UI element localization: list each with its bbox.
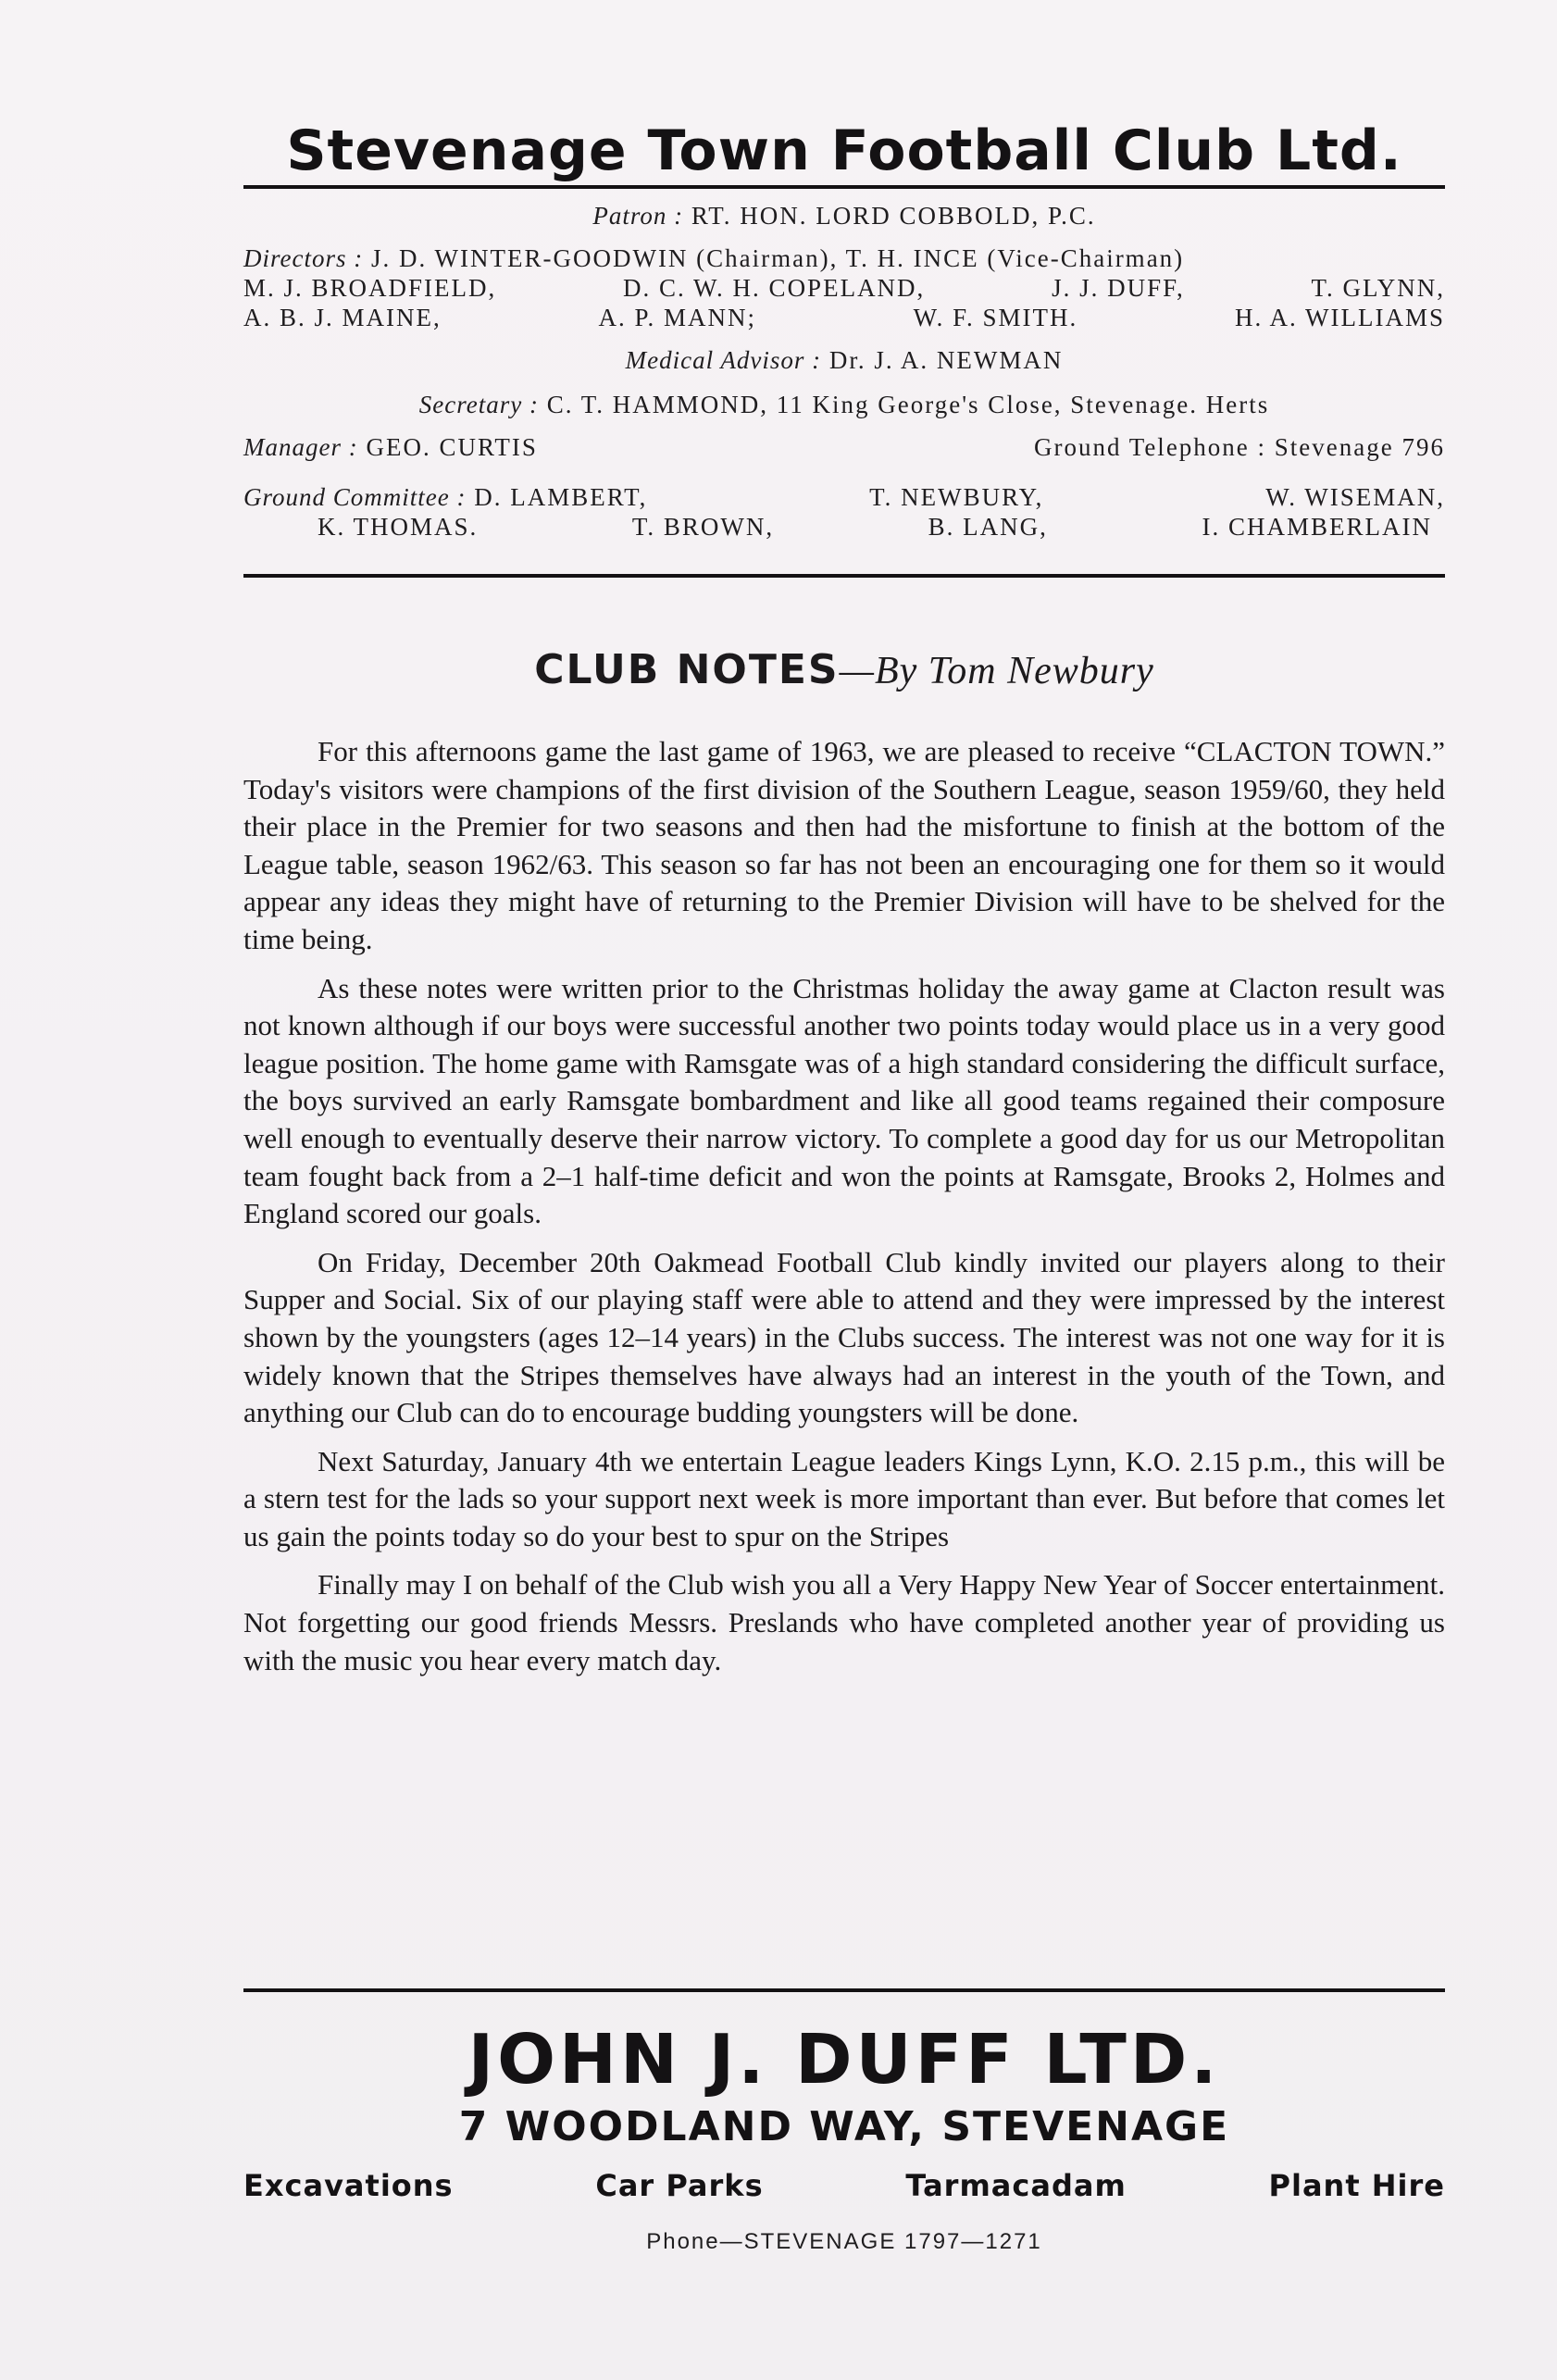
- committee-line-1: [243, 483, 1445, 512]
- director-name: D. C. W. H. COPELAND,: [623, 274, 926, 302]
- club-notes-title: CLUB NOTES: [534, 646, 840, 693]
- advert-phone: Phone—STEVENAGE 1797—1271: [646, 2229, 1042, 2254]
- section-divider: [243, 574, 1445, 578]
- club-notes-byline: —By Tom Newbury: [839, 650, 1154, 692]
- committee-name: D. LAMBERT,: [474, 483, 648, 511]
- advert-service: Tarmacadam: [905, 2168, 1127, 2203]
- advert-services: [243, 2168, 1445, 2203]
- committee-name: K. THOMAS.: [318, 513, 479, 541]
- medical-name: Dr. J. A. NEWMAN: [828, 346, 1064, 374]
- committee-label: Ground Committee :: [243, 483, 467, 511]
- advert-service: Car Parks: [595, 2168, 764, 2203]
- patron-label: Patron :: [592, 202, 684, 230]
- notes-paragraph: Finally may I on behalf of the Club wish you all a Very Happy New Year of Soccer entertainment. Not forgetting our good friends Messrs. Preslands who have completed another year of providing us with the music you hear every match day.: [243, 1568, 1445, 1676]
- medical-line: [243, 346, 1445, 375]
- director-name: A. B. J. MAINE,: [243, 304, 442, 331]
- ground-telephone: Ground Telephone : Stevenage 796: [1033, 433, 1445, 461]
- manager-label: Manager :: [243, 433, 358, 461]
- manager-name: GEO. CURTIS: [366, 433, 538, 461]
- director-name: A. P. MANN;: [598, 304, 756, 331]
- advert-company-name: JOHN J. DUFF LTD.: [467, 2020, 1221, 2100]
- patron-line: [243, 202, 1445, 231]
- directors-line-2: [243, 274, 1445, 303]
- directors-line-1: [243, 244, 1445, 273]
- directors-line-3: [243, 304, 1445, 332]
- committee-name: T. NEWBURY,: [869, 483, 1044, 511]
- manager-line: [243, 433, 1445, 462]
- medical-label: Medical Advisor :: [625, 346, 822, 374]
- committee-name: B. LANG,: [928, 513, 1048, 541]
- committee-name: T. BROWN,: [631, 513, 775, 541]
- directors-names-1: J. D. WINTER-GOODWIN (Chairman), T. H. INCE (Vice-Chairman): [370, 244, 1185, 272]
- secretary-line: [243, 391, 1445, 419]
- notes-paragraph: As these notes were written prior to the Christmas holiday the away game at Clacton result was not known although if our boys were successful another two points today would place us in a very good league position. The home game with Ramsgate was of a high standard considering the difficult surface, the boys survived an early Ramsgate bombardment and like all good teams regained their composure well enough to eventually deserve their narrow victory. To complete a good day for us our Metropolitan team fought back from a 2–1 half-time deficit and won the points at Ramsgate, Brooks 2, Holmes and England scored our goals.: [243, 971, 1445, 1230]
- committee-name: I. CHAMBERLAIN: [1202, 513, 1432, 541]
- committee-name: W. WISEMAN,: [1265, 483, 1445, 511]
- secretary-label: Secretary :: [418, 391, 539, 418]
- club-title: Stevenage Town Football Club Ltd.: [286, 118, 1402, 183]
- club-notes-body: [243, 733, 1445, 1690]
- directors-label: Directors :: [243, 244, 364, 272]
- director-name: W. F. SMITH.: [913, 304, 1078, 331]
- advert-service: Excavations: [243, 2168, 454, 2203]
- director-name: H. A. WILLIAMS: [1234, 304, 1445, 331]
- notes-paragraph: For this afternoons game the last game of 1963, we are pleased to receive “CLACTON TOWN.” Today's visitors were champions of the first division of the Southern League, season 1959/60, they held their place in the Premier for two seasons and then had the misfortune to finish at the bottom of the League table, season 1962/63. This season so far has not been an encouraging one for them so it would appear any ideas they might have of returning to the Premier Division will have to be shelved for the time being.: [243, 735, 1445, 955]
- advert-service: Plant Hire: [1268, 2168, 1445, 2203]
- notes-paragraph: On Friday, December 20th Oakmead Football Club kindly invited our players along to their Supper and Social. Six of our playing staff were able to attend and they were impressed by the interest shown by the youngsters (ages 12–14 years) in the Clubs success. The interest was not one way for it is widely known that the Stripes themselves have always had an interest in the youth of the Town, and anything our Club can do to encourage budding youngsters will be done.: [243, 1245, 1445, 1429]
- director-name: M. J. BROADFIELD,: [243, 274, 497, 302]
- director-name: J. J. DUFF,: [1052, 274, 1185, 302]
- secretary-details: C. T. HAMMOND, 11 King George's Close, Stevenage. Herts: [546, 391, 1270, 418]
- club-notes-heading: [243, 646, 1445, 693]
- advert-divider: [243, 1988, 1445, 1992]
- title-underline: [243, 185, 1445, 189]
- advert-address: 7 WOODLAND WAY, STEVENAGE: [458, 2103, 1230, 2150]
- patron-name: RT. HON. LORD COBBOLD, P.C.: [691, 202, 1096, 230]
- director-name: T. GLYNN,: [1311, 274, 1445, 302]
- committee-line-2: [243, 513, 1445, 542]
- notes-paragraph: Next Saturday, January 4th we entertain League leaders Kings Lynn, K.O. 2.15 p.m., this will be a stern test for the lads so your support next week is more important than ever. But before that comes let us gain the points today so do your best to spur on the Stripes: [243, 1444, 1445, 1552]
